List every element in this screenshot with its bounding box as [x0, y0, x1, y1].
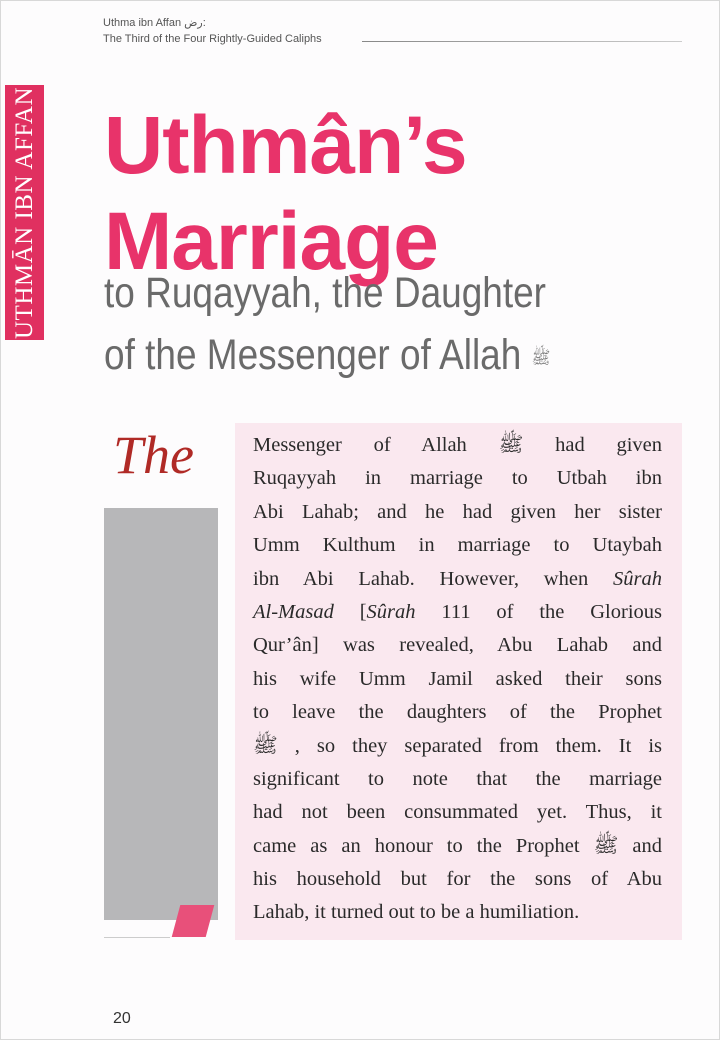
body-line: Ruqayyah in marriage to Utbah ibn	[253, 467, 662, 490]
page-number: 20	[113, 1010, 131, 1027]
body-line: Qur’ân] was revealed, Abu Lahab and	[253, 634, 662, 657]
body-line: his wife Umm Jamil asked their sons	[253, 667, 662, 690]
honorific-glyph: ﷺ	[531, 347, 551, 368]
body-line: Umm Kulthum in marriage to Utaybah	[253, 534, 662, 557]
running-header-line2: The Third of the Four Rightly-Guided Caliphs	[103, 33, 322, 45]
page-subtitle	[104, 262, 550, 389]
running-header	[103, 15, 322, 47]
body-line: significant to note that the marriage	[253, 767, 662, 790]
body-line: came as an honour to the Prophet ﷺ and	[253, 834, 662, 857]
body-line: had not been consummated yet. Thus, it	[253, 801, 662, 824]
body-line: Lahab, it turned out to be a humiliation.	[253, 901, 580, 924]
header-rule	[362, 41, 682, 42]
body-line: to leave the daughters of the Prophet	[253, 701, 662, 724]
body-text	[253, 429, 662, 930]
body-line: Abi Lahab; and he had given her sister	[253, 500, 662, 523]
title-line2: Marriage	[104, 196, 438, 287]
body-line: Al-Masad [Sûrah 111 of the Glorious	[253, 600, 662, 623]
body-line: his household but for the sons of Abu	[253, 868, 662, 891]
body-line: ibn Abi Lahab. However, when Sûrah	[253, 567, 662, 590]
chapter-side-tab	[5, 85, 44, 340]
running-header-line1: Uthma ibn Affan رض:	[103, 17, 206, 29]
subtitle-line1: to Ruqayyah, the Daughter	[104, 269, 546, 317]
side-tab-label: UTHMĀN IBN AFFAN	[10, 86, 38, 339]
body-line: ﷺ , so they separated from them. It is	[253, 734, 662, 757]
body-line: Messenger of Allah ﷺ had given	[253, 434, 662, 456]
decorative-rule	[104, 937, 170, 938]
drop-cap-word: The	[113, 425, 194, 485]
decorative-gray-block	[104, 508, 218, 920]
title-line1: Uthmân’s	[104, 100, 467, 191]
subtitle-line2: of the Messenger of Allah	[104, 331, 522, 379]
